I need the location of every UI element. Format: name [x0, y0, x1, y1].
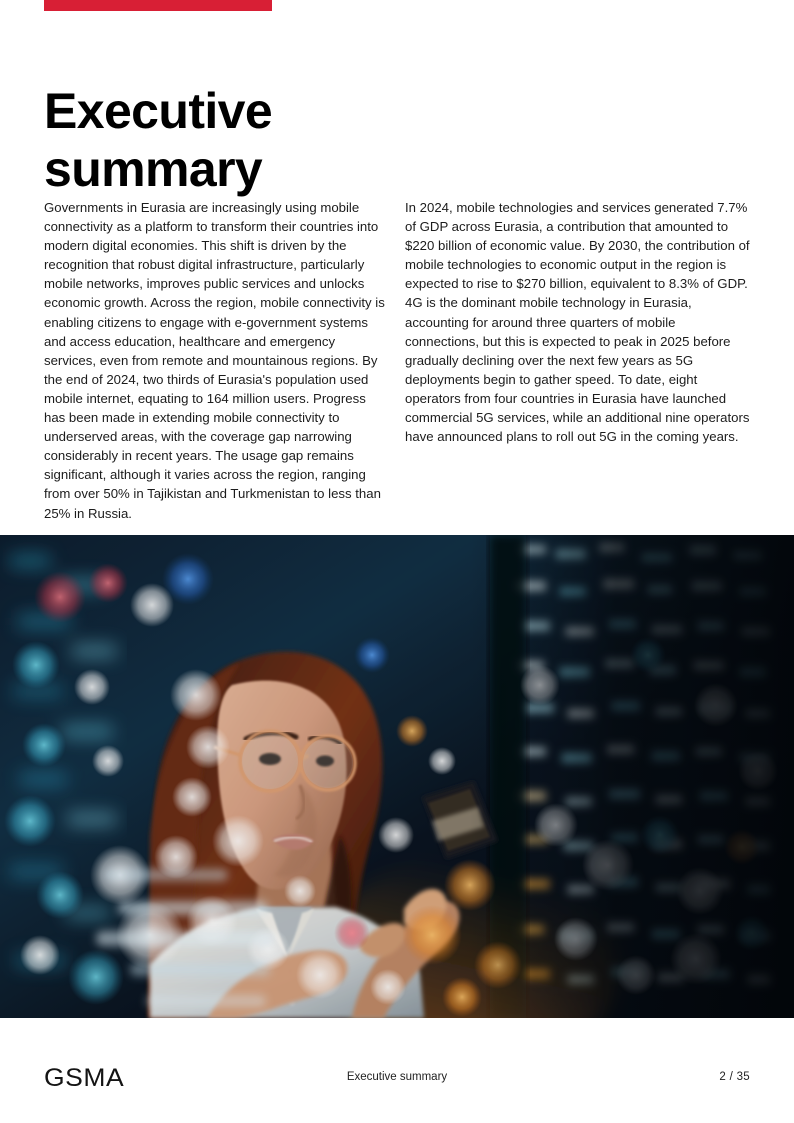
body-column-left	[44, 198, 389, 523]
body-column-right	[405, 198, 750, 523]
body-text-columns	[44, 198, 750, 523]
hero-image	[0, 535, 794, 1018]
footer-section-label: Executive summary	[346, 1071, 448, 1083]
body-paragraph-left: Governments in Eurasia are increasingly using mobile connectivity as a platform to transform their countries into modern digital economies. This shift is driven by the recognition that robust digital infrastructure, particularly mobile networks, improves public services and unlocks economic growth. Across the region, mobile connectivity is enabling citizens to engage with e-government systems and access education, healthcare and emergency services, even from remote and mountainous regions. By the end of 2024, two thirds of Eurasia's population used mobile internet, equating to 164 million users. Progress has been made in extending mobile connectivity to underserved areas, with the coverage gap narrowing considerably in recent years. The usage gap remains significant, although it varies across the region, ranging from over 50% in Tajikistan and Turkmenistan to less than 25% in Russia.	[44, 200, 385, 521]
gsma-logo: GSMA	[44, 1064, 125, 1092]
hero-image-artwork	[0, 535, 794, 1018]
page-number-indicator: 2 / 35	[719, 1071, 750, 1083]
body-paragraph-right: In 2024, mobile technologies and services generated 7.7% of GDP across Eurasia, a contribution that amounted to $220 billion of economic value. By 2030, the contribution of mobile technologies to economic output in the region is expected to rise to $270 billion, equivalent to 8.3% of GDP. 4G is the dominant mobile technology in Eurasia, accounting for around three quarters of mobile connections, but this is expected to peak in 2025 before gradually declining over the next few years as 5G deployments begin to gather speed. To date, eight operators from four countries in Eurasia have launched commercial 5G services, while an additional nine operators have announced plans to roll out 5G in the coming years.	[405, 200, 750, 445]
top-accent-bar	[44, 0, 272, 11]
page-title: Executive summary	[44, 82, 273, 197]
page-footer	[0, 1058, 794, 1104]
